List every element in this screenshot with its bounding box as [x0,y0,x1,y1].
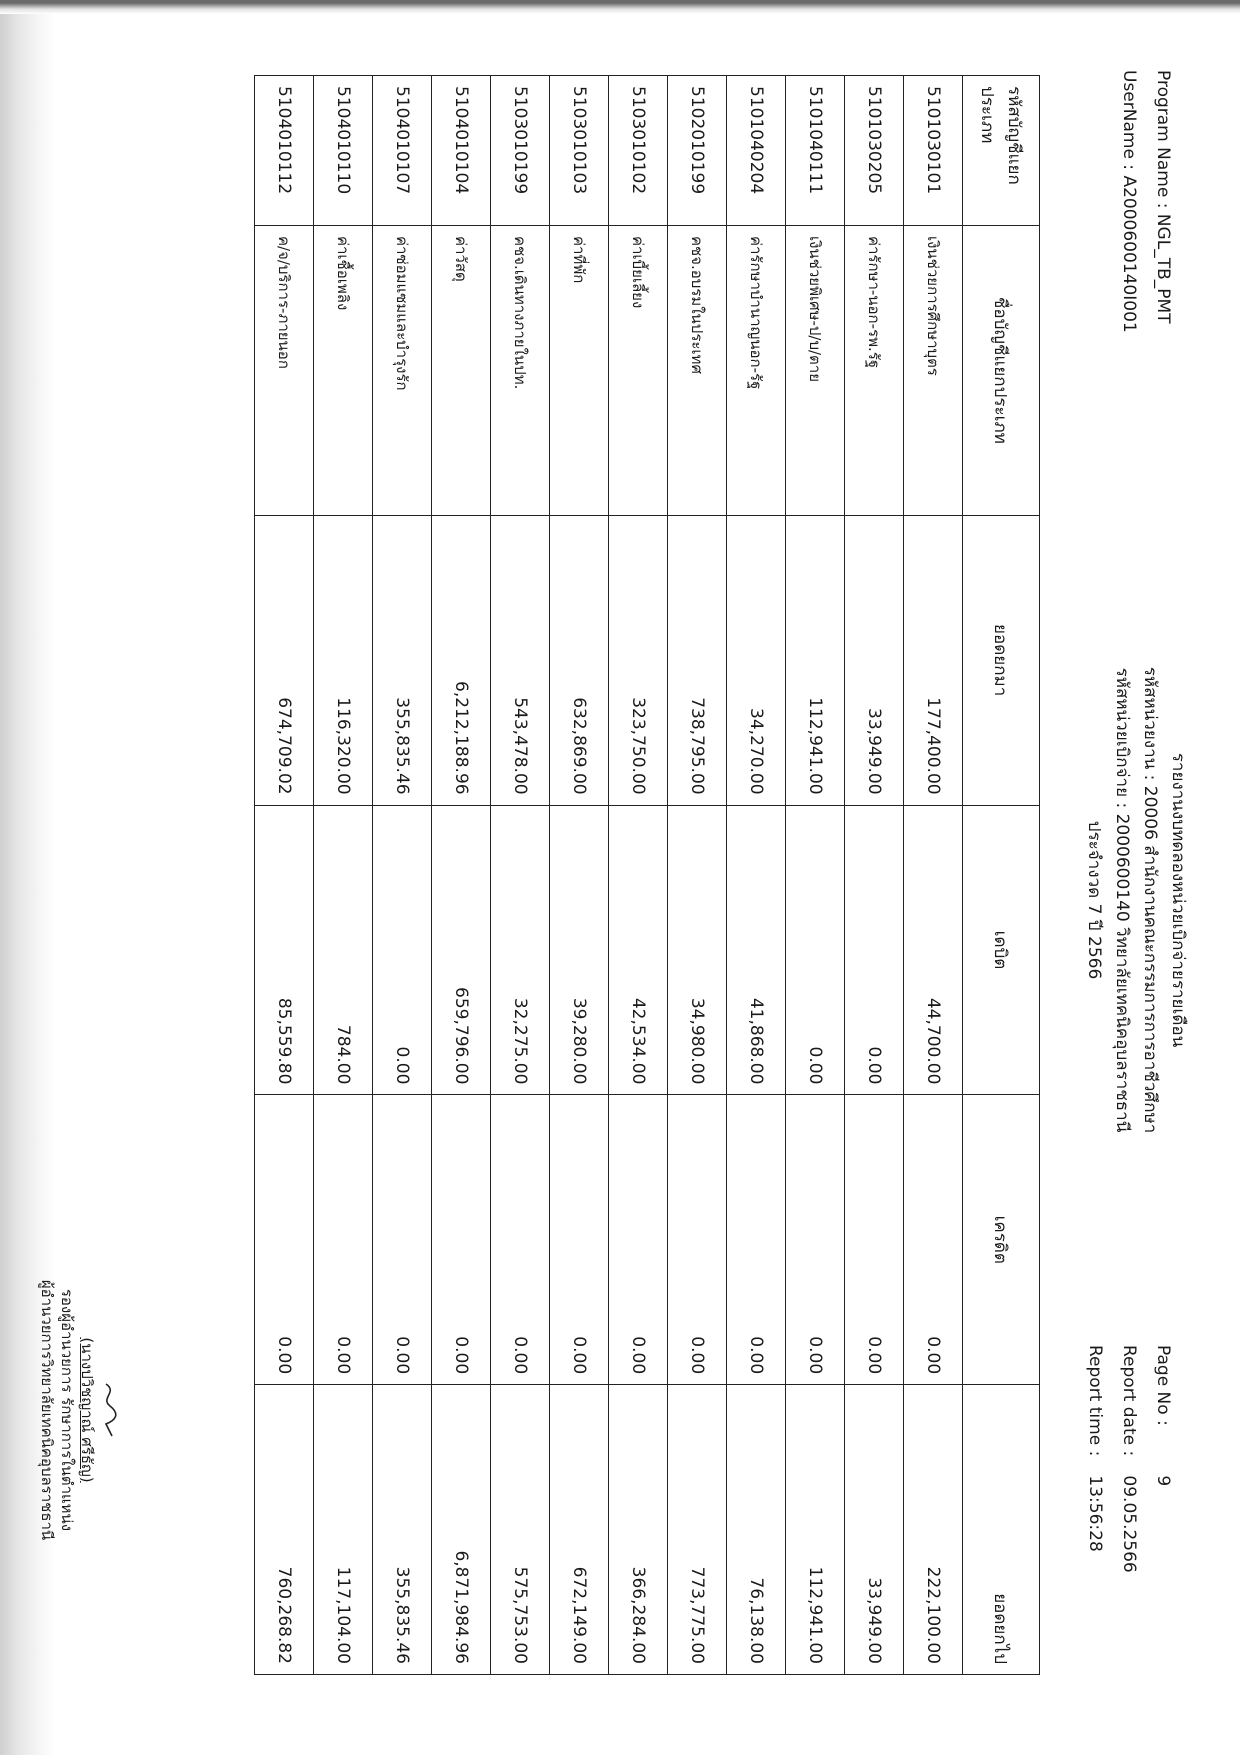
account-name: ค่าที่พัก [550,225,609,515]
account-name: ค่าเชื้อเพลิง [314,225,373,515]
period-line: ประจำงวด 7 ปี 2566 [1084,820,1104,980]
disbursing-unit-line: รหัสหน่วยเบิกจ่าย : 2000600140 วิทยาลัยเทคนิคอุบลราชธานี [1112,667,1132,1133]
table-row [845,76,904,1675]
opening-balance: 112,941.00 [786,515,845,805]
closing-balance: 773,775.00 [668,1385,727,1675]
report-date-line [1112,1345,1146,1573]
account-code: 5103010199 [491,76,550,226]
credit-amount: 0.00 [668,1095,727,1385]
opening-balance: 323,750.00 [609,515,668,805]
header-opening-balance: ยอดยกมา [963,515,1040,805]
debit-amount: 784.00 [314,805,373,1095]
closing-balance: 117,104.00 [314,1385,373,1675]
debit-amount: 44,700.00 [904,805,963,1095]
account-code: 5101030205 [845,76,904,226]
account-name: คชจ.เดินทางภายในปท. [491,225,550,515]
table-row [314,76,373,1675]
report-title-block [1080,520,1192,1280]
table-body [255,76,963,1675]
account-name: คชจ.อบรมในประเทศ [668,225,727,515]
account-code: 5101040204 [727,76,786,226]
report-time-value: 13:56:28 [1085,1475,1105,1552]
signatory-position: รองผู้อำนวยการ รักษาการในตำแหน่ง [58,1288,76,1532]
account-code: 5102010199 [668,76,727,226]
program-name-line [1146,70,1180,333]
table-row [904,76,963,1675]
closing-balance: 366,284.00 [609,1385,668,1675]
debit-amount: 39,280.00 [550,805,609,1095]
debit-amount: 0.00 [786,805,845,1095]
credit-amount: 0.00 [550,1095,609,1385]
department-line: รหัสหน่วยงาน : 20006 สำนักงานคณะกรรมการการอาชีวศึกษา [1140,666,1160,1134]
closing-balance: 76,138.00 [727,1385,786,1675]
opening-balance: 34,270.00 [727,515,786,805]
table-row [550,76,609,1675]
trial-balance-table [254,75,1040,1675]
page-number-value: 9 [1153,1475,1173,1487]
account-name: เงินช่วยพิเศษ-ป/บ/ตาย [786,225,845,515]
credit-amount: 0.00 [255,1095,314,1385]
credit-amount: 0.00 [491,1095,550,1385]
debit-amount: 0.00 [373,805,432,1095]
account-code: 5101040111 [786,76,845,226]
closing-balance: 222,100.00 [904,1385,963,1675]
handwritten-signature-mark [97,1240,120,1580]
closing-balance: 672,149.00 [550,1385,609,1675]
table-row [373,76,432,1675]
header-closing-balance: ยอดยกไป [963,1385,1040,1675]
debit-amount: 32,275.00 [491,805,550,1095]
signatory-title: ผู้อำนวยการวิทยาลัยเทคนิคอุบลราชธานี [38,1279,56,1541]
account-code: 5104010110 [314,76,373,226]
credit-amount: 0.00 [373,1095,432,1385]
debit-amount: 42,534.00 [609,805,668,1095]
closing-balance: 575,753.00 [491,1385,550,1675]
debit-amount: 0.00 [845,805,904,1095]
credit-amount: 0.00 [609,1095,668,1385]
account-code: 5103010102 [609,76,668,226]
header-debit: เดบิต [963,805,1040,1095]
debit-amount: 41,868.00 [727,805,786,1095]
report-date-value: 09.05.2566 [1119,1475,1139,1573]
username-line [1112,70,1146,333]
signature-scribble-icon [98,1380,120,1440]
credit-amount: 0.00 [786,1095,845,1385]
report-title: รายงานงบทดลองหน่วยเบิกจ่ายรายเดือน [1168,752,1188,1048]
table-row [609,76,668,1675]
account-name: ค่ารักษา-นอก-รพ.รัฐ [845,225,904,515]
credit-amount: 0.00 [904,1095,963,1385]
page-number-label: Page No : [1153,1345,1173,1426]
table-row [255,76,314,1675]
table-row [727,76,786,1675]
closing-balance: 355,835.46 [373,1385,432,1675]
table-row [668,76,727,1675]
debit-amount: 34,980.00 [668,805,727,1095]
account-code: 5103010103 [550,76,609,226]
account-code: 5104010104 [432,76,491,226]
report-time-label: Report time : [1085,1345,1105,1457]
closing-balance: 6,871,984.96 [432,1385,491,1675]
account-name: ค่าเบี้ยเลี้ยง [609,225,668,515]
credit-amount: 0.00 [845,1095,904,1385]
account-name: เงินช่วยการศึกษาบุตร [904,225,963,515]
opening-balance: 116,320.00 [314,515,373,805]
program-info [1112,70,1180,333]
opening-balance: 33,949.00 [845,515,904,805]
username-label: UserName : [1119,70,1139,171]
header-account-code: รหัสบัญชีแยกประเภท [963,76,1040,226]
page-number-line [1146,1345,1180,1573]
account-code: 5101030101 [904,76,963,226]
closing-balance: 33,949.00 [845,1385,904,1675]
debit-amount: 659,796.00 [432,805,491,1095]
signatory-name: (นางปวิชญาณ์ ศรีธัญ) [78,1337,96,1483]
opening-balance: 6,212,188.96 [432,515,491,805]
table-header-row [963,76,1040,1675]
account-name: ค/จ/บริการ-ภายนอก [255,225,314,515]
table-row [491,76,550,1675]
debit-amount: 85,559.80 [255,805,314,1095]
credit-amount: 0.00 [432,1095,491,1385]
opening-balance: 543,478.00 [491,515,550,805]
signature-block [37,1240,120,1580]
closing-balance: 760,268.82 [255,1385,314,1675]
table-row [432,76,491,1675]
account-name: ค่ารักษาบำนาญนอก-รัฐ [727,225,786,515]
opening-balance: 177,400.00 [904,515,963,805]
program-name-label: Program Name : [1153,70,1173,209]
header-credit: เครดิต [963,1095,1040,1385]
username-value: A2000600140I001 [1119,175,1139,333]
account-code: 5104010112 [255,76,314,226]
credit-amount: 0.00 [314,1095,373,1385]
account-code: 5104010107 [373,76,432,226]
opening-balance: 355,835.46 [373,515,432,805]
report-date-label: Report date : [1119,1345,1139,1457]
opening-balance: 674,709.02 [255,515,314,805]
header-account-name: ชื่อบัญชีแยกประเภท [963,225,1040,515]
account-name: ค่าวัสดุ [432,225,491,515]
opening-balance: 632,869.00 [550,515,609,805]
credit-amount: 0.00 [727,1095,786,1385]
report-meta [1078,1345,1180,1573]
program-name-value: NGL_TB_PMT [1153,213,1173,324]
closing-balance: 112,941.00 [786,1385,845,1675]
table-row [786,76,845,1675]
report-time-line [1078,1345,1112,1573]
account-name: ค่าซ่อมแซมและบำรุงรัก [373,225,432,515]
opening-balance: 738,795.00 [668,515,727,805]
